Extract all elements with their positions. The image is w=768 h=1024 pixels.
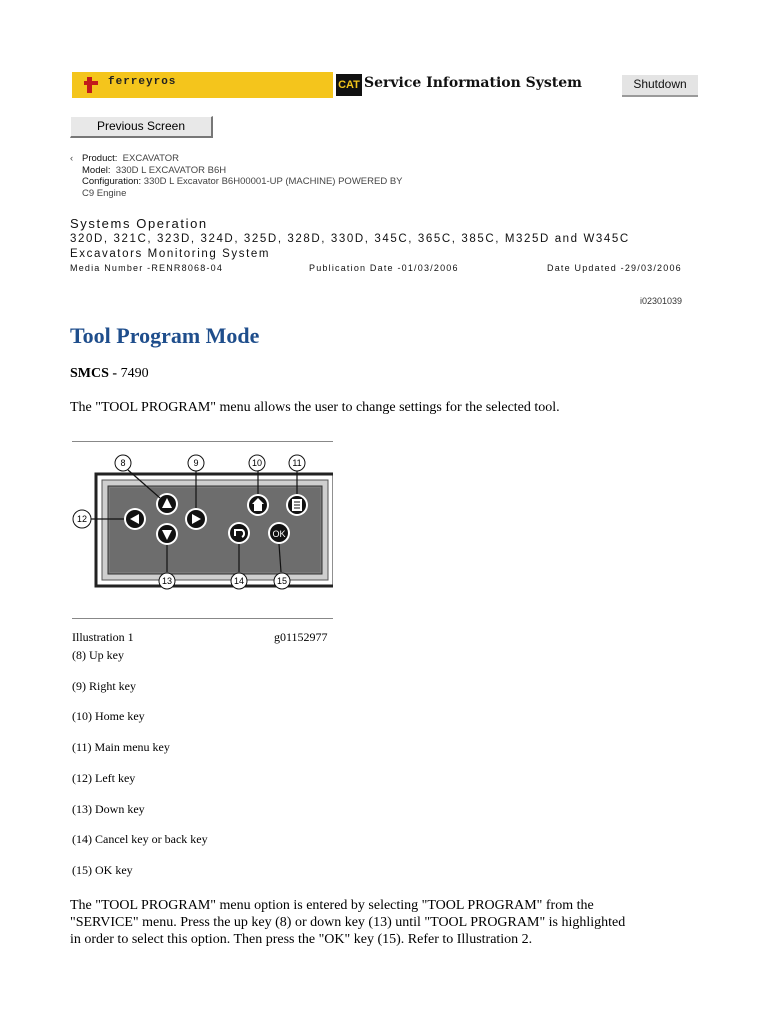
right-key	[185, 508, 207, 530]
cancel-key	[228, 522, 250, 544]
callout-10: 10	[251, 458, 263, 468]
illustration-label: Illustration 1	[72, 630, 134, 644]
section-title: Systems Operation	[70, 216, 208, 231]
brand-name: ferreyros	[108, 76, 177, 88]
key-list-item: (9) Right key	[72, 679, 136, 693]
app-title: Service Information System	[364, 75, 582, 91]
product-info	[70, 153, 490, 199]
callout-9: 9	[193, 458, 199, 468]
callout-12: 12	[76, 514, 88, 524]
main-menu-key	[286, 494, 308, 516]
configuration-label: Configuration:	[82, 176, 142, 187]
header-bar	[72, 72, 698, 98]
media-number: Media Number -RENR8068-04	[70, 263, 224, 273]
illustration-id: g01152977	[274, 630, 328, 644]
smcs-label: SMCS -	[70, 366, 118, 381]
ferreyros-cross-icon	[84, 77, 98, 93]
doc-id: i02301039	[640, 296, 683, 306]
date-updated: Date Updated -29/03/2006	[547, 263, 682, 273]
key-list-item: (15) OK key	[72, 863, 133, 877]
model-label: Model:	[82, 164, 111, 176]
key-list-item: (12) Left key	[72, 771, 136, 785]
up-key	[156, 493, 178, 515]
callout-13: 13	[161, 576, 173, 586]
instruction-line-2: "SERVICE" menu. Press the up key (8) or down key (13) until "TOOL PROGRAM" is highlighted	[70, 915, 626, 930]
back-arrow-icon[interactable]: ‹	[70, 153, 74, 164]
shutdown-button[interactable]: Shutdown	[622, 75, 698, 97]
svg-text:OK: OK	[272, 529, 286, 539]
previous-screen-button[interactable]: Previous Screen	[70, 116, 213, 138]
doc-subtitle: Excavators Monitoring System	[70, 248, 271, 260]
instruction-line-1: The "TOOL PROGRAM" menu option is entered by selecting "TOOL PROGRAM" from the	[70, 898, 594, 913]
key-list-item: (13) Down key	[72, 802, 145, 816]
product-label: Product:	[82, 153, 118, 164]
model-value: 330D L EXCAVATOR B6H	[115, 164, 227, 176]
instruction-paragraph	[70, 897, 760, 948]
illustration-bottom-rule	[72, 618, 333, 619]
intro-paragraph: The "TOOL PROGRAM" menu allows the user to change settings for the selected tool.	[70, 400, 560, 415]
ferreyros-logo	[72, 72, 333, 98]
home-key	[247, 494, 269, 516]
callout-15: 15	[276, 576, 288, 586]
key-list-item: (10) Home key	[72, 709, 145, 723]
key-list-item: (11) Main menu key	[72, 740, 170, 754]
callout-11: 11	[292, 458, 302, 468]
publication-date: Publication Date -01/03/2006	[309, 263, 459, 273]
cat-logo: CAT	[336, 74, 362, 96]
key-list-item: (8) Up key	[72, 648, 124, 662]
key-list-item: (14) Cancel key or back key	[72, 832, 208, 846]
instruction-line-3: in order to select this option. Then press the "OK" key (15). Refer to Illustration 2.	[70, 932, 533, 947]
applicable-models: 320D, 321C, 323D, 324D, 325D, 328D, 330D, 345C, 365C, 385C, M325D and W345C	[70, 233, 630, 245]
keypad-illustration	[72, 442, 333, 614]
configuration-value: 330D L Excavator B6H00001-UP (MACHINE) POWERED BY	[143, 176, 403, 187]
smcs	[70, 366, 149, 382]
configuration-value-cont: C9 Engine	[82, 187, 127, 199]
product-value: EXCAVATOR	[122, 153, 179, 164]
smcs-value: 7490	[120, 366, 149, 381]
page-title: Tool Program Mode	[70, 323, 260, 348]
callout-8: 8	[120, 458, 126, 468]
down-key	[156, 523, 178, 545]
ok-key	[268, 522, 290, 544]
callout-14: 14	[233, 576, 245, 586]
left-key	[124, 508, 146, 530]
